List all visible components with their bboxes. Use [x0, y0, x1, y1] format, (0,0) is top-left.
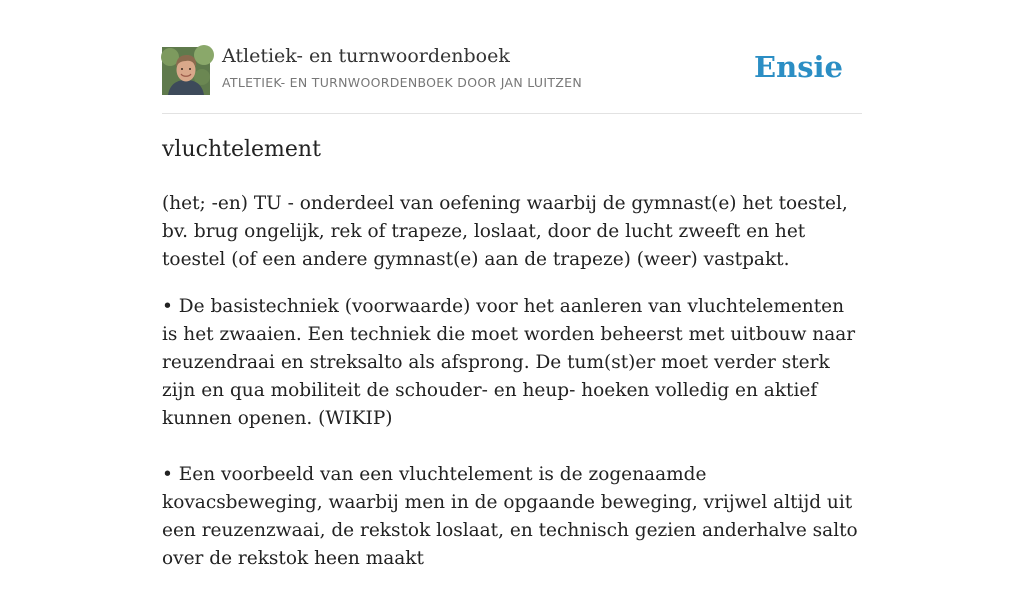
entry-word: vluchtelement	[162, 137, 321, 162]
entry-note: • Een voorbeeld van een vluchtelement is de zogenaamde kovacsbeweging, waarbij men in de opgaande beweging, vrijwel altijd uit een reuzenzwaai, de rekstok loslaat, en technisch gezien anderhalve salto over de rekstok heen maakt	[162, 464, 858, 569]
ensie-logo-link[interactable]: Ensie	[754, 50, 843, 84]
author-portrait-icon	[162, 47, 210, 95]
dictionary-subtitle[interactable]: ATLETIEK- EN TURNWOORDENBOEK DOOR JAN LUITZEN	[222, 75, 582, 90]
page	[162, 0, 862, 569]
author-avatar[interactable]	[162, 47, 210, 95]
entry-definition: (het; -en) TU - onderdeel van oefening waarbij de gymnast(e) het toestel, bv. brug ongelijk, rek of trapeze, loslaat, door de lucht zweeft en het toestel (of een andere gymnast(e) aan de trapeze) (weer) vastpakt.	[162, 193, 848, 270]
entry-body	[162, 190, 862, 592]
dictionary-title[interactable]: Atletiek- en turnwoordenboek	[222, 45, 510, 67]
entry-note: • De basistechniek (voorwaarde) voor het aanleren van vluchtelementen is het zwaaien. Een techniek die moet worden beheerst met uitbouw naar reuzendraai en streksalto als afsprong. De tum(st)er moet verder sterk zijn en qua mobiliteit de schouder- en heup- hoeken volledig en aktief kunnen openen. (WIKIP)	[162, 296, 856, 429]
dictionary-header	[162, 0, 862, 114]
